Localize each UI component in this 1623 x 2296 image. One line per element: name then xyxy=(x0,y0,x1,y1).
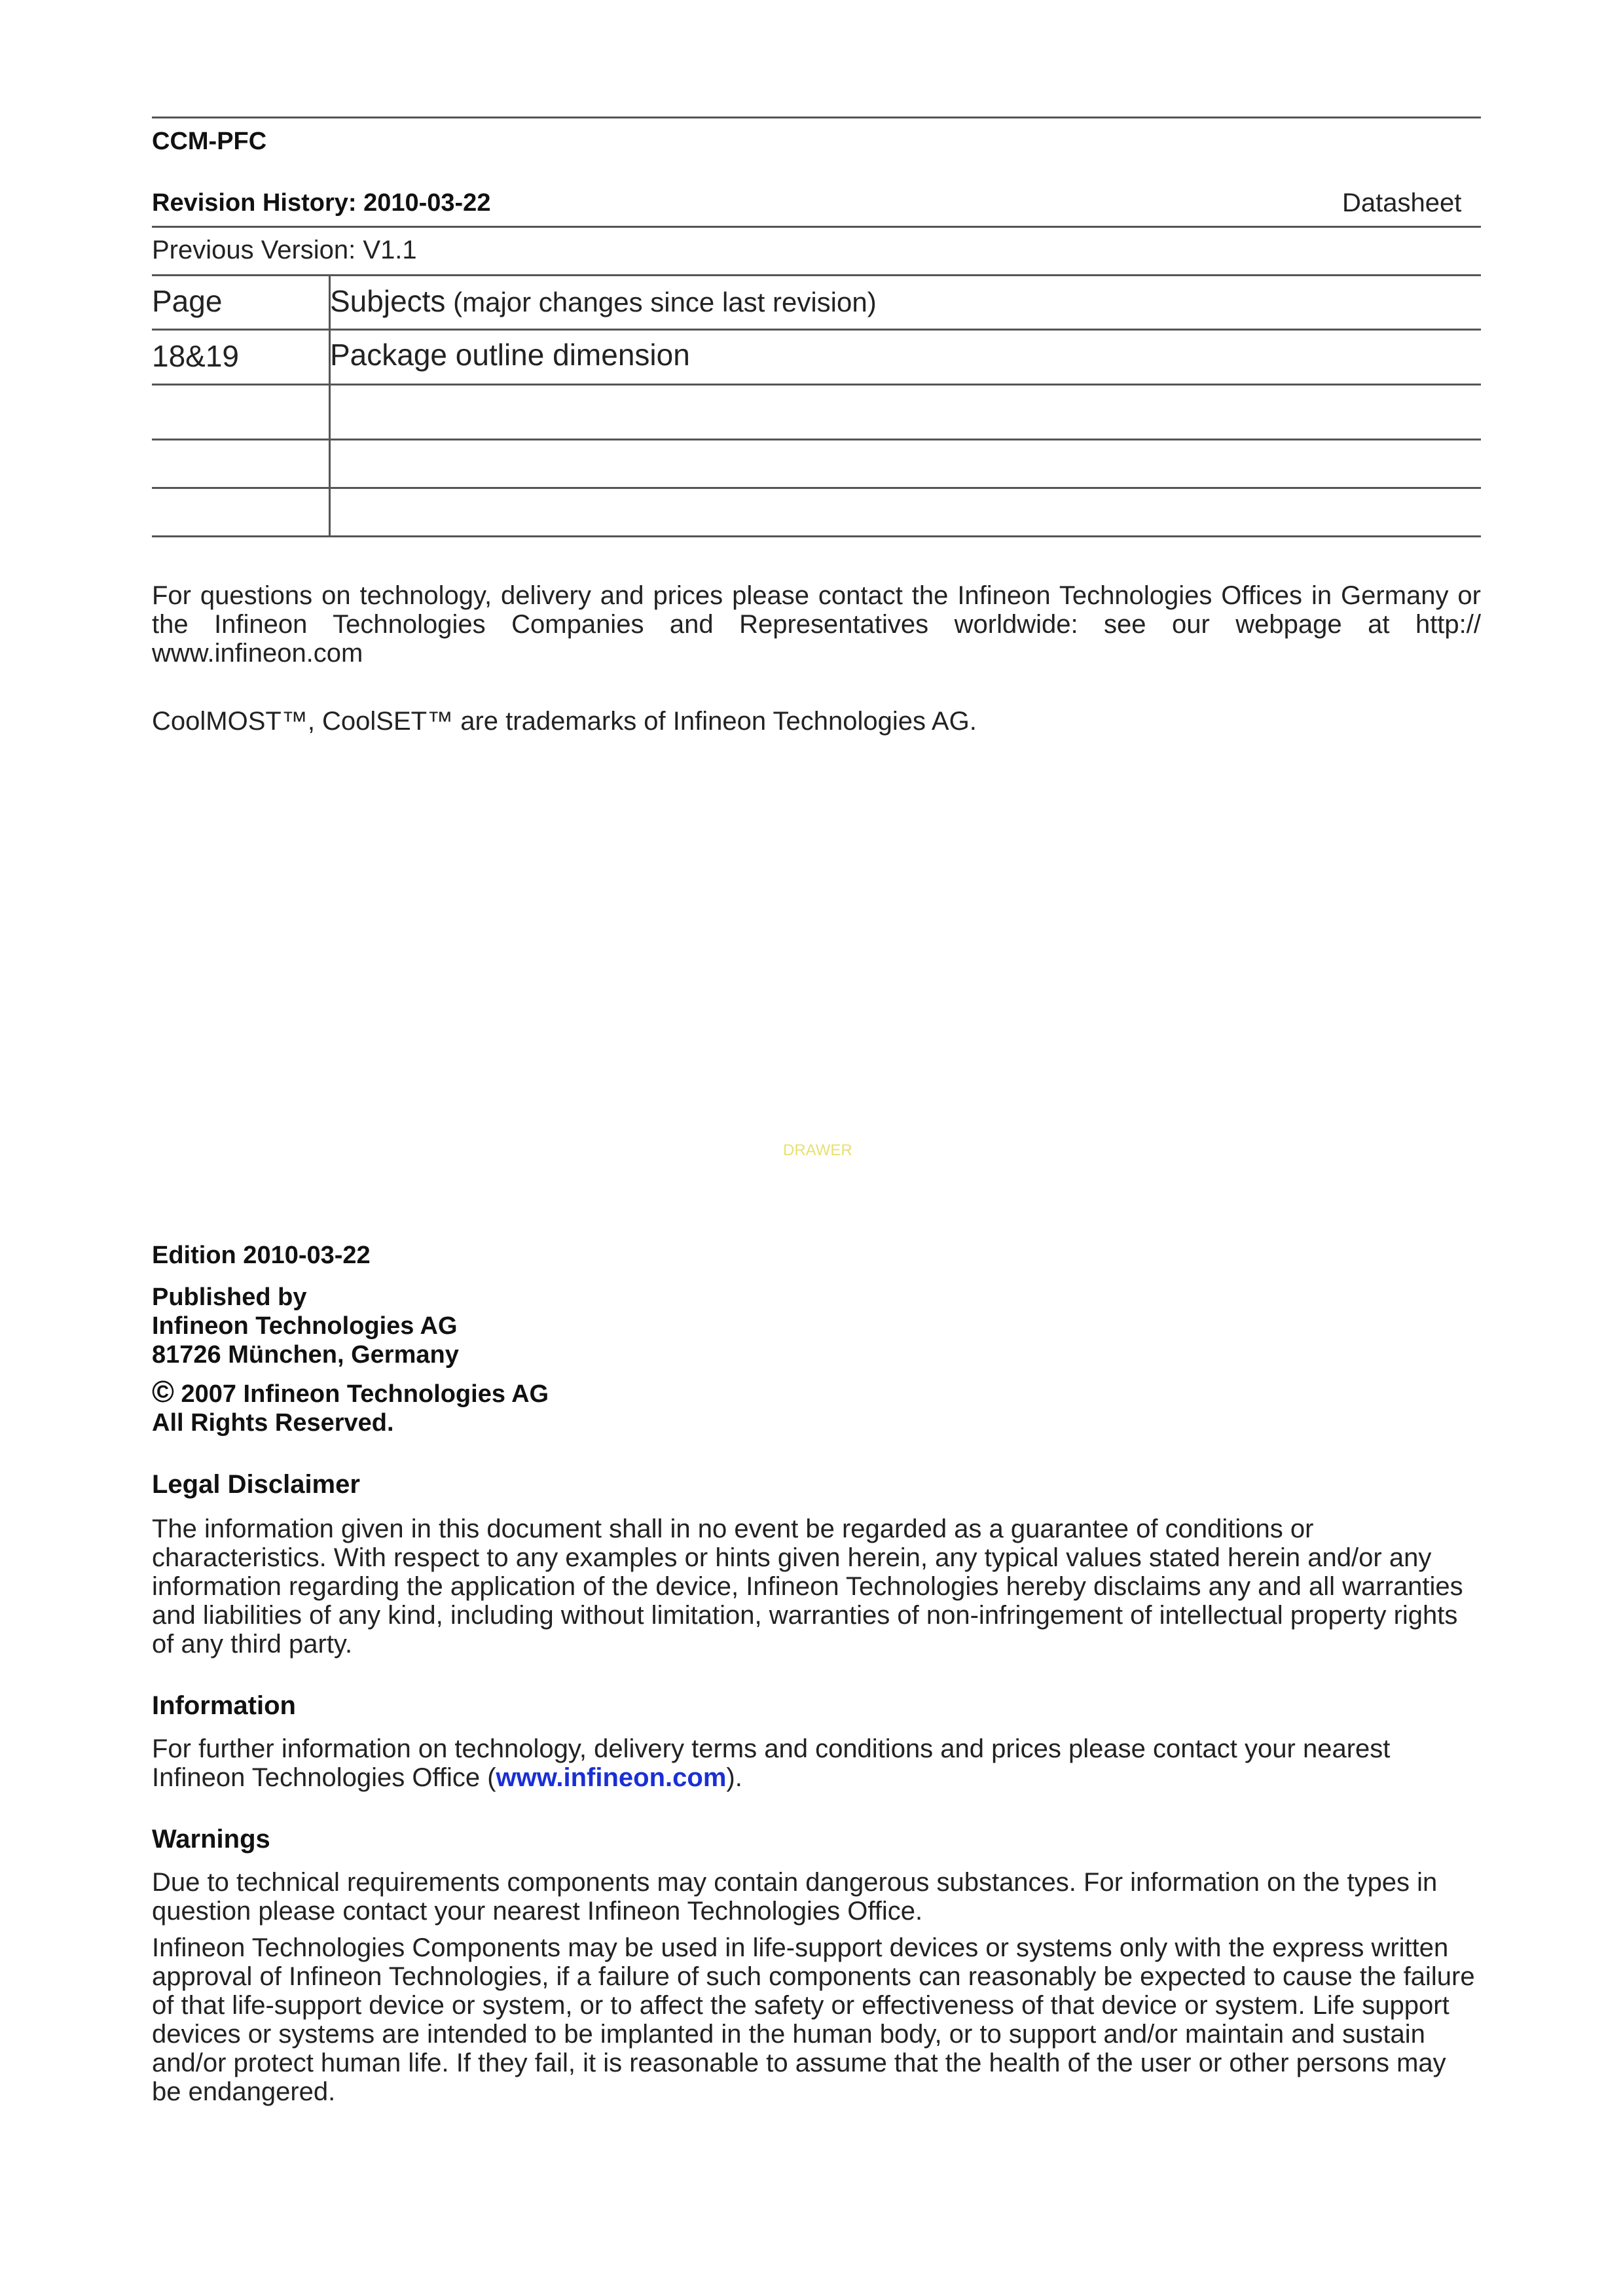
legal-text: The information given in this document shall in no event be regarded as a guarantee of conditions or characteristics. With respect to any examples or hints given herein, any typical values stated herein and/or any information regarding the application of the device, Infineon Technologies hereby disclaims any and all warranties and liabilities of any kind, including without limitation, warranties of non-infringement of intellectual property rights of any third party. xyxy=(152,1515,1463,1659)
warnings-paragraph-1: Due to technical requirements components may contain dangerous substances. For information on the types in question please contact your nearest Infineon Technologies Office. xyxy=(152,1868,1438,1926)
doc-type: Datasheet xyxy=(1342,188,1462,217)
publisher-address: 81726 München, Germany xyxy=(152,1341,459,1369)
edition: Edition 2010-03-22 xyxy=(152,1242,371,1269)
warnings-paragraph-2: Infineon Technologies Components may be used in life-support devices or systems only with the express written approval of Infineon Technologies, if a failure of such components can reasonably be expected to cause the failure of that life-support device or system, or to affect the safety or effectiveness of that device or system. Life support devices or systems are intended to be implanted in the human body, or to support and/or maintain and sustain and/or protect human life. If they fail, it is reasonable to assume that the health of the user or other persons may be endangered. xyxy=(152,1933,1475,2106)
warnings-heading: Warnings xyxy=(152,1825,270,1854)
rule-after-revision xyxy=(152,226,1481,228)
product-name: CCM-PFC xyxy=(152,128,267,155)
table-header-subjects-label: Subjects xyxy=(330,284,446,318)
table-bottom-rule xyxy=(152,535,1481,537)
table-row-page: 18&19 xyxy=(152,339,240,373)
information-text xyxy=(152,1734,1481,1792)
previous-version: Previous Version: V1.1 xyxy=(152,236,417,264)
table-row-rule xyxy=(152,384,1481,386)
contact-text: For questions on technology, delivery and prices please contact the Infineon Technologies Offices in Germany or the Infineon Technologies Companies and Representatives worldwide: see our webpage at http:// www.infineon.com xyxy=(152,581,1481,668)
table-row-subject: Package outline dimension xyxy=(330,338,690,372)
information-heading: Information xyxy=(152,1691,296,1720)
table-top-rule xyxy=(152,274,1481,276)
table-header-subjects-note: (major changes since last revision) xyxy=(445,287,877,317)
publisher-company: Infineon Technologies AG xyxy=(152,1312,458,1340)
copyright-symbol: © xyxy=(152,1374,174,1408)
top-rule xyxy=(152,117,1481,118)
infineon-link[interactable]: www.infineon.com xyxy=(496,1763,727,1792)
trademarks-text: CoolMOST™, CoolSET™ are trademarks of Infineon Technologies AG. xyxy=(152,707,977,736)
revision-history: Revision History: 2010-03-22 xyxy=(152,189,491,217)
table-row-rule xyxy=(152,487,1481,489)
table-row-rule xyxy=(152,439,1481,440)
information-text-before: For further information on technology, delivery terms and conditions and prices please contact your nearest Infineon Technologies Office ( xyxy=(152,1734,1391,1792)
table-header-subjects xyxy=(330,284,877,319)
copyright-text: 2007 Infineon Technologies AG xyxy=(173,1380,549,1408)
copyright xyxy=(152,1374,549,1408)
all-rights-reserved: All Rights Reserved. xyxy=(152,1409,394,1437)
table-header-page: Page xyxy=(152,284,223,318)
legal-heading: Legal Disclaimer xyxy=(152,1470,360,1499)
watermark: DRAWER xyxy=(783,1141,852,1159)
information-text-after: ). xyxy=(726,1763,742,1792)
table-row-rule xyxy=(152,329,1481,331)
published-by: Published by xyxy=(152,1283,307,1311)
